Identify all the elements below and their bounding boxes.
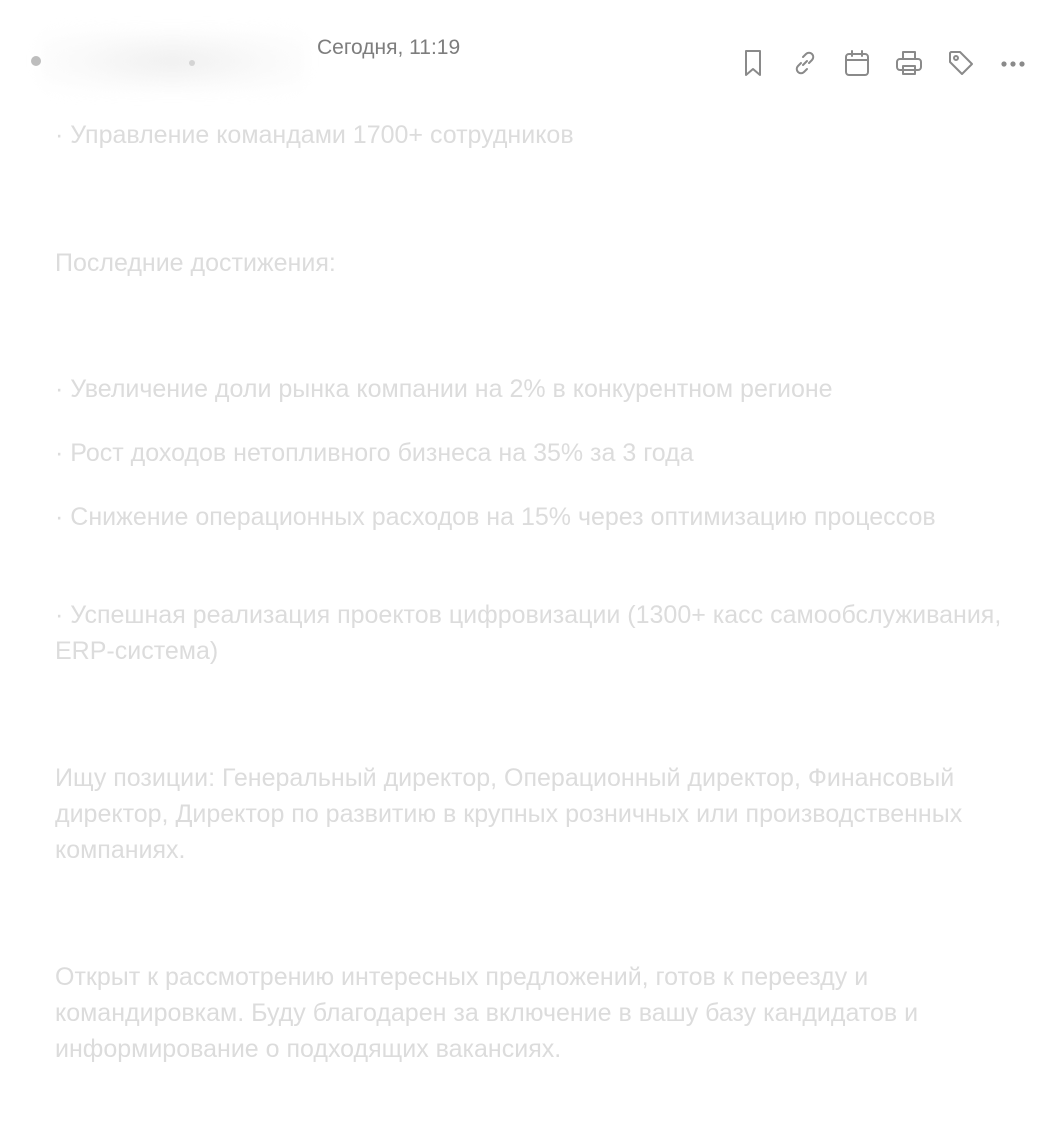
achievements-heading: Последние достижения:: [55, 249, 336, 277]
sender-name-redacted: [40, 30, 305, 92]
achievement-item: · Успешная реализация проектов цифровизации (1300+ касс самообслуживания, ERP-система): [55, 601, 1002, 665]
achievement-item: · Увеличение доли рынка компании на 2% в конкурентном регионе: [55, 375, 833, 403]
closing-paragraph: Открыт к рассмотрению интересных предложений, готов к переезду и командировкам. Буду благодарен за включение в вашу базу кандидатов и информирование о подходящих вакансиях.: [55, 963, 919, 1063]
achievement-item: · Рост доходов нетопливного бизнеса на 35% за 3 года: [55, 439, 694, 467]
print-button[interactable]: [890, 44, 928, 82]
message-toolbar: [734, 44, 1032, 82]
sender-avatar-dot: [189, 60, 195, 66]
copy-link-button[interactable]: [786, 44, 824, 82]
unread-dot: [31, 56, 41, 66]
link-icon: [789, 47, 821, 79]
message-timestamp: Сегодня, 11:19: [317, 36, 461, 59]
printer-icon: [893, 47, 925, 79]
bookmark-button[interactable]: [734, 44, 772, 82]
bookmark-icon: [737, 47, 769, 79]
tag-button[interactable]: [942, 44, 980, 82]
achievement-item: · Снижение операционных расходов на 15% через оптимизацию процессов: [55, 503, 936, 531]
tag-icon: [945, 47, 977, 79]
team-size-line: · Управление командами 1700+ сотрудников: [55, 121, 574, 149]
calendar-icon: [841, 47, 873, 79]
more-button[interactable]: [994, 44, 1032, 82]
calendar-button[interactable]: [838, 44, 876, 82]
message-header: [0, 0, 1046, 100]
positions-paragraph: Ищу позиции: Генеральный директор, Операционный директор, Финансовый директор, Директор по развитию в крупных розничных или производственных компаниях.: [55, 764, 963, 864]
more-icon: [997, 47, 1029, 79]
